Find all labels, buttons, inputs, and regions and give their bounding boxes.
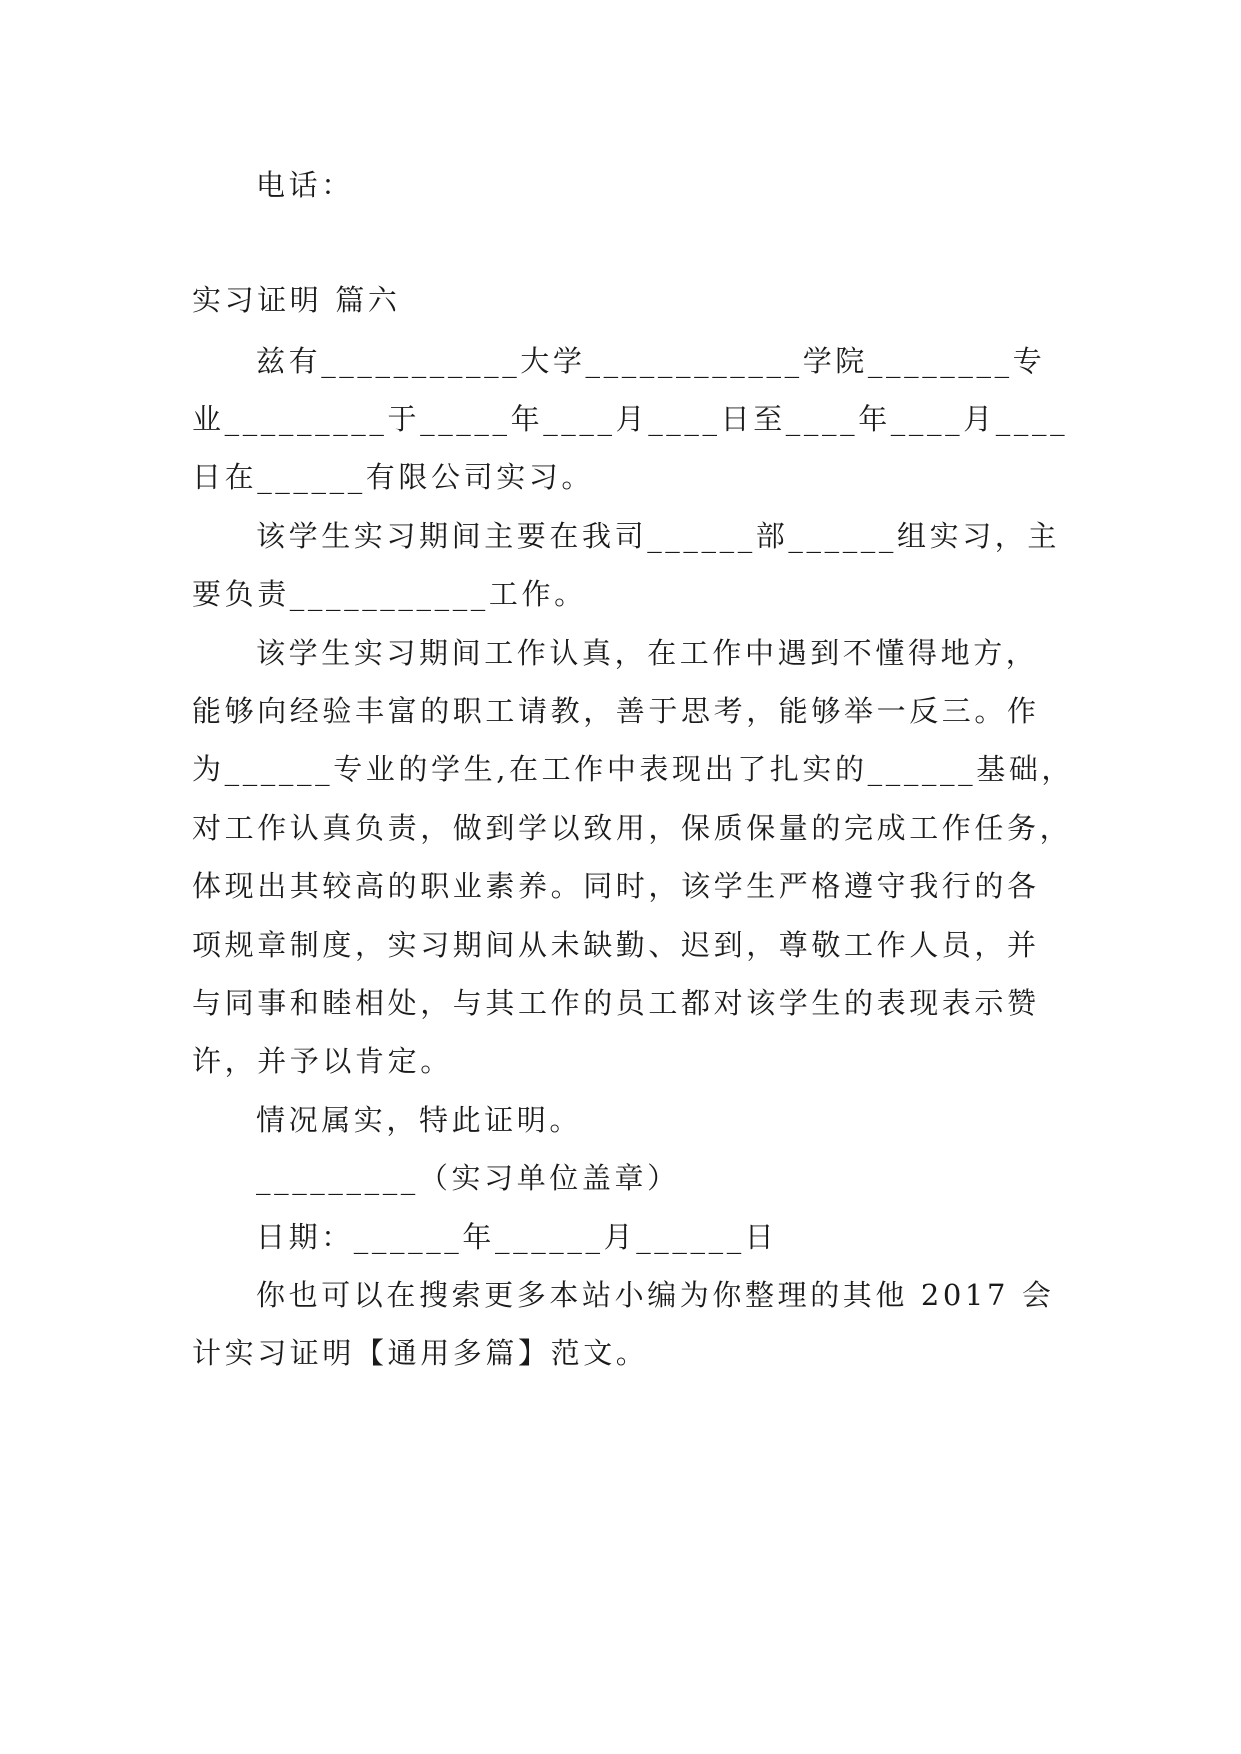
paragraph-line: 该学生实习期间主要在我司______部______组实习，主 <box>256 519 1061 553</box>
date-line: 日期：______年______月______日 <box>256 1220 778 1254</box>
paragraph-line: 兹有___________大学____________学院________专 <box>256 344 1046 378</box>
paragraph-line: 项规章制度，实习期间从未缺勤、迟到，尊敬工作人员，并 <box>192 928 1040 962</box>
paragraph-line: 你也可以在搜索更多本站小编为你整理的其他 2017 会 <box>256 1278 1055 1312</box>
paragraph-line: 要负责___________工作。 <box>192 577 587 611</box>
paragraph-line: 情况属实，特此证明。 <box>256 1103 583 1137</box>
phone-label: 电话： <box>256 168 354 202</box>
paragraph-line: 计实习证明【通用多篇】范文。 <box>192 1336 649 1370</box>
paragraph-line: _________（实习单位盖章） <box>256 1161 680 1195</box>
paragraph-line: 为______专业的学生,在工作中表现出了扎实的______基础， <box>192 752 1075 786</box>
paragraph-line: 与同事和睦相处，与其工作的员工都对该学生的表现表示赞 <box>192 986 1040 1020</box>
paragraph-line: 对工作认真负责，做到学以致用，保质保量的完成工作任务， <box>192 811 1073 845</box>
paragraph-line: 该学生实习期间工作认真，在工作中遇到不懂得地方， <box>256 636 1039 670</box>
paragraph-line: 日在______有限公司实习。 <box>192 460 595 494</box>
paragraph-line: 业_________于_____年____月____日至____年____月____ <box>192 402 1069 436</box>
section-title: 实习证明 篇六 <box>192 283 401 317</box>
paragraph-line: 能够向经验丰富的职工请教，善于思考，能够举一反三。作 <box>192 694 1040 728</box>
paragraph-line: 许，并予以肯定。 <box>192 1044 453 1078</box>
paragraph-line: 体现出其较高的职业素养。同时，该学生严格遵守我行的各 <box>192 869 1040 903</box>
